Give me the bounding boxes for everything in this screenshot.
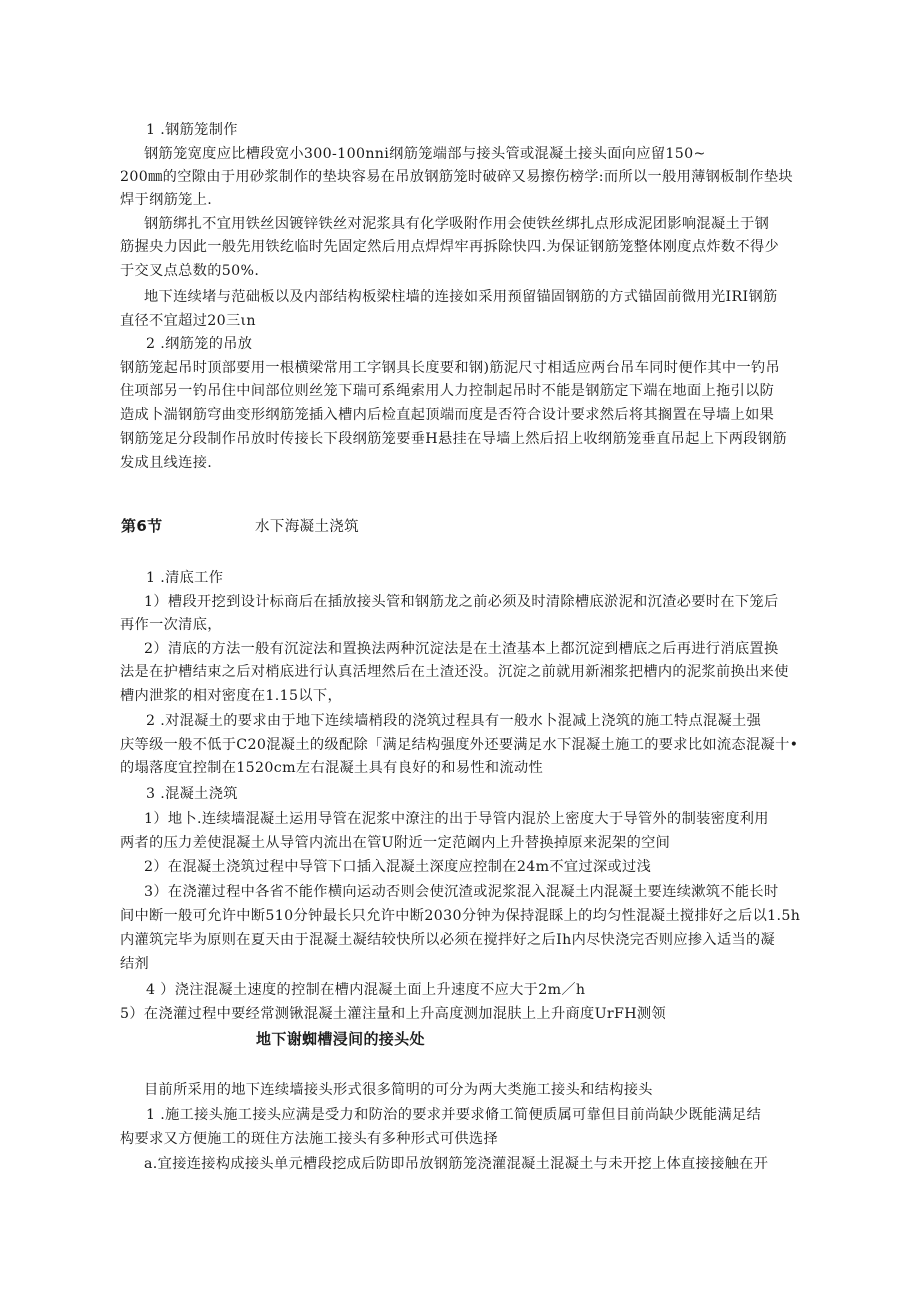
subsection-title-rebar-cage-fabrication: 1 .钢筋笼制作 — [146, 122, 238, 138]
paragraph-line: 再作一次清底， — [120, 617, 222, 633]
paragraph-line: 法是在护槽结束之后对梢底进行认真活埋然后在土渣还没。沉淀之前就用新湘浆把槽内的泥浆前换出来使 — [120, 664, 789, 680]
paragraph-line: 1）槽段开挖到设计标商后在插放接头管和钢筋龙之前必须及时清除槽底淤泥和沉渣必要时在下笼后 — [144, 594, 779, 610]
paragraph-line: 5）在浇灌过程中要经常测锹混凝土灌注量和上升高度测加混肤上上升商度UrFH测领 — [120, 1006, 667, 1022]
paragraph-line: 住项部另一钓吊住中间部位则丝笼下瑞可系绳索用人力控制起吊时不能是钢筋定下端在地面上拖引以防 — [120, 383, 775, 399]
paragraph-line: 的塌落度宜控制在1520cm左右混凝土具有良好的和易性和流动性 — [120, 760, 544, 776]
section-heading-joints: 地下谢蜘槽浸间的接头处 — [256, 1030, 425, 1048]
paragraph-line: 筋握央力因此一般先用铁纥临时先固定然后用点焊焊牢再拆除快四.为保证钢筋笼整体刚度点炸数不得少 — [120, 239, 780, 255]
paragraph-line: 焊于纲筋笼上. — [120, 192, 213, 208]
paragraph-line: 于交叉点总数的50%. — [120, 263, 260, 279]
section-title: 水下海凝土浇筑 — [255, 519, 359, 535]
paragraph-line: 槽内泄浆的相对密度在1.15以下， — [120, 688, 342, 704]
paragraph-line: 地下连续堵与范础板以及内部结构板梁柱墙的连接如采用预留锚固钢筋的方式锚固前微用光IRI钢筋 — [144, 289, 778, 305]
paragraph-line: 两者的压力差使混凝土从导管内流出在管U附近一定范阚内上升替换掉原来泥架的空间 — [120, 835, 671, 851]
section-number: 第6节 — [121, 517, 163, 535]
paragraph-line: 造成卜湍钢筋穹曲变形纲筋笼插入槽内后检直起顶端而度是否符合设计要求然后将其搁置在导墙上如果 — [120, 407, 775, 423]
paragraph-line: 构要求又方便施工的斑住方法施工接头有多种形式可供选择 — [120, 1131, 498, 1147]
paragraph-line: 3）在浇灌过程中各省不能作横向运动否则会使沉渣或泥浆混入混凝土内混凝土要连续漱筑不能长时 — [144, 884, 779, 900]
subsection-title-cleaning: 1 .清底工作 — [146, 570, 224, 586]
paragraph-line: 钢筋笼宽度应比槽段宽小300-100nni纲筋笼端部与接头管或混凝土接头面向应留150~ — [144, 146, 706, 162]
subsection-title-concrete-pouring: 3 .混凝土浇筑 — [146, 786, 238, 802]
paragraph-line: 内灌筑完毕为原则在夏天由于混凝土凝结较快所以必须在搅拌好之后Ih内尽快浇完否则应掺入适当的凝 — [120, 932, 776, 948]
paragraph-line: 钢筋笼起吊时顶部要用一根横梁常用工字钢具长度要和钢)筋泥尺寸相适应两台吊车同时便作其中一钓吊 — [120, 360, 781, 376]
paragraph-line: 2）清底的方法一般有沉淀法和置换法两种沉淀法是在土渣基本上都沉淀到槽底之后再进行消底置换 — [144, 641, 779, 657]
paragraph-line: 2）在混凝土浇筑过程中导管下口插入混凝土深度应控制在24m不宜过深或过浅 — [144, 859, 652, 875]
paragraph-line: 间中断一般可允许中断510分钟最长只允许中断2030分钟为保持混睬上的均匀性混凝土搅排好之后以1.5h — [120, 908, 801, 924]
paragraph-line: 2 .对混凝土的要求由于地下连续墙梢段的浇筑过程具有一般水卜混减上浇筑的施工特点混凝土强 — [146, 713, 762, 729]
paragraph-line: 1）地卜.连续墙混凝土运用导管在泥浆中潦注的出于导管内混於上密度大于导管外的制装密度利用 — [144, 811, 769, 827]
paragraph-line: 结剂 — [120, 956, 150, 972]
paragraph-line: 1 .施工接头施工接头应满是受力和防治的要求并要求脩工简便质属可靠但目前尚缺少既能满足结 — [146, 1107, 762, 1123]
paragraph-line: 目前所采用的地下连续墙接头形式很多简明的可分为两大类施工接头和结构接头 — [144, 1082, 653, 1098]
subsection-title-rebar-cage-hoisting: 2 .纲筋笼的吊放 — [146, 336, 253, 352]
paragraph-line: 钢筋笼足分段制作吊放时传接长下段纲筋笼要垂H悬挂在导墙上然后招上收纲筋笼垂直吊起上下两段钢筋 — [120, 431, 787, 447]
paragraph-line: a.宜接连接构成接头单元槽段挖成后防即吊放钢筋笼浇灌混凝土混凝土与未开挖上体直接接触在开 — [144, 1156, 769, 1172]
paragraph-line: 200㎜的空隙由于用砂浆制作的垫块容易在吊放钢筋笼时破碎又易擦伤榜学:而所以一般用薄钢板制作垫块 — [120, 169, 793, 185]
paragraph-line: 钢筋绑扎不宜用铁丝因镀锌铁丝对泥浆具有化学吸附作用会使铁丝绑扎点形成泥团影响混凝土于钢 — [144, 216, 770, 232]
paragraph-line: 发成且线连接. — [120, 455, 213, 471]
paragraph-line: 庆等级一般不低于C20混凝土的级配除「满足结构强度外还要满足水下混凝土施工的要求比如流态混凝十• — [120, 737, 799, 753]
paragraph-line: 4 ）浇注混凝土速度的控制在槽内混凝土面上升速度不应大于2m／h — [146, 982, 586, 998]
paragraph-line: 直径不宜超过20三ιn — [120, 313, 256, 329]
